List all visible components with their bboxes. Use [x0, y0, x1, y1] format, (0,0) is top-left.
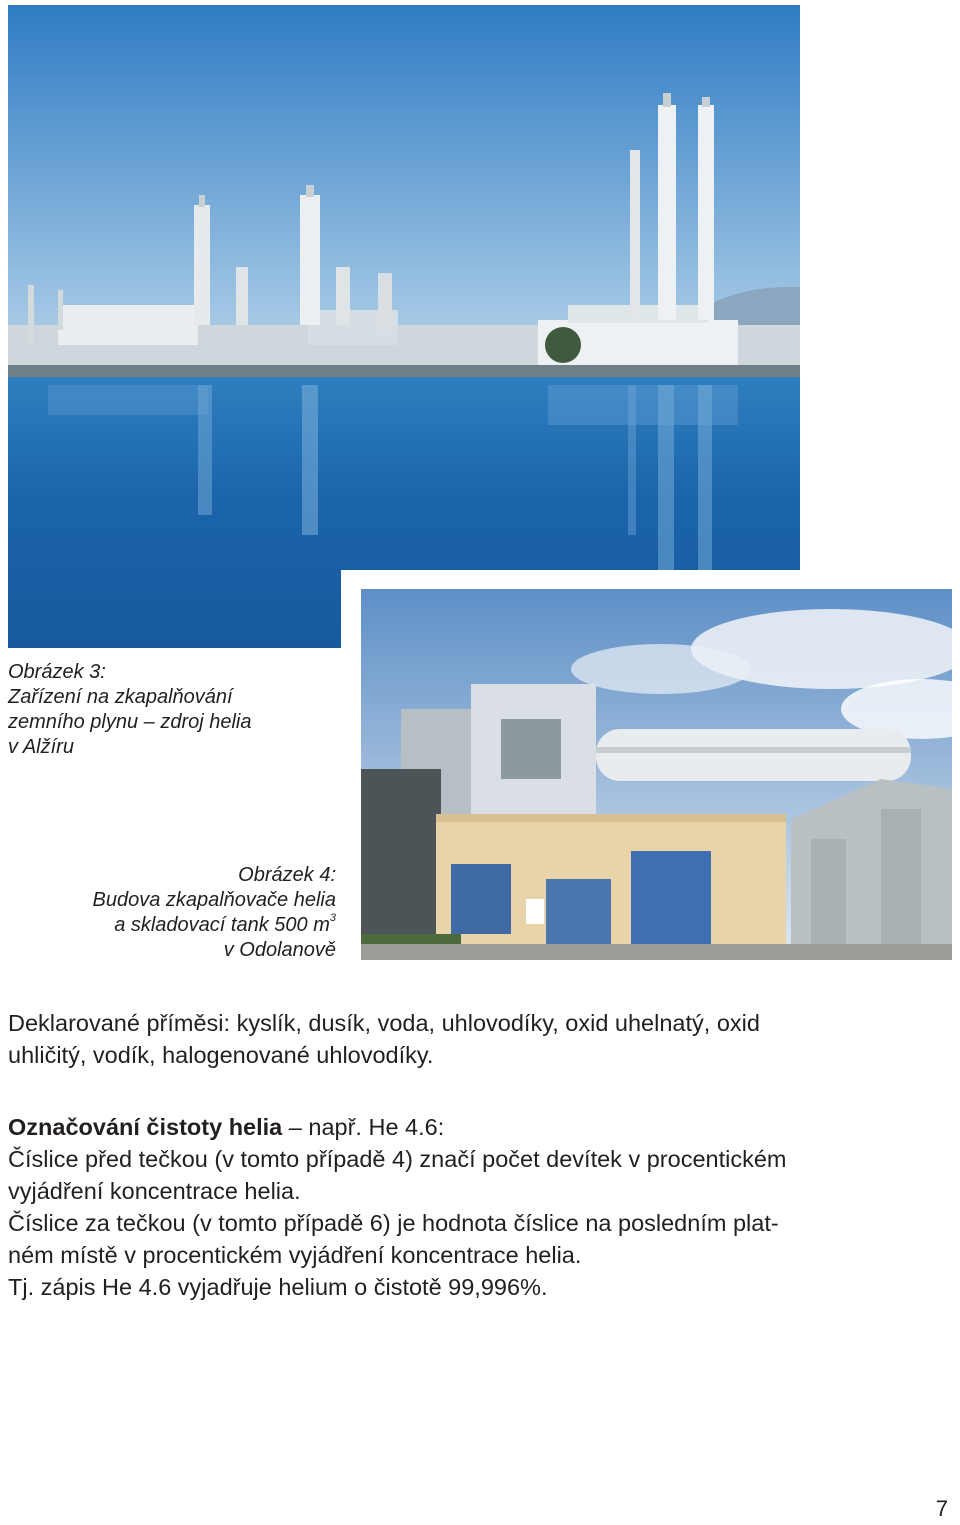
impurities-paragraph	[8, 1007, 953, 1071]
figure-4-photo	[361, 589, 952, 960]
figure-4-caption	[40, 863, 336, 963]
figure-4-caption-line: v Odolanově	[223, 939, 336, 961]
figure-3-caption-line: v Alžíru	[8, 736, 74, 758]
figure-4-caption-text: a skladovací tank 500 m	[114, 914, 330, 936]
paragraph-heading-line	[8, 1111, 953, 1143]
paragraph-line: Deklarované příměsi: kyslík, dusík, voda, uhlovodíky, oxid uhelnatý, oxid	[8, 1010, 760, 1036]
paragraph-line: vyjádření koncentrace helia.	[8, 1178, 301, 1204]
paragraph-line: Číslice za tečkou (v tomto případě 6) je hodnota číslice na posledním plat-	[8, 1210, 779, 1236]
figure-3-caption-line: Zařízení na zkapalňování	[8, 686, 233, 708]
figure-3-label: Obrázek 3:	[8, 661, 106, 683]
figure-4-label: Obrázek 4:	[238, 864, 336, 886]
figure-3-caption	[8, 660, 251, 760]
heading-example: – např. He 4.6:	[282, 1114, 445, 1140]
superscript-exponent: 3	[329, 912, 336, 925]
figure-3-caption-line: zemního plynu – zdroj helia	[8, 711, 252, 733]
paragraph-line: Tj. zápis He 4.6 vyjadřuje helium o čistotě 99,996%.	[8, 1274, 548, 1300]
paragraph-line: Číslice před tečkou (v tomto případě 4) značí počet devítek v procentickém	[8, 1146, 787, 1172]
paragraph-line: ném místě v procentickém vyjádření koncentrace helia.	[8, 1242, 582, 1268]
page-number: 7	[935, 1496, 948, 1521]
figure-3-photo	[8, 5, 800, 648]
paragraph-line: uhličitý, vodík, halogenované uhlovodíky.	[8, 1042, 434, 1068]
section-heading: Označování čistoty helia	[8, 1114, 283, 1140]
figure-4-caption-line: Budova zkapalňovače helia	[92, 889, 336, 911]
purity-notation-paragraph	[8, 1111, 953, 1303]
figure-4-caption-line	[40, 913, 336, 938]
